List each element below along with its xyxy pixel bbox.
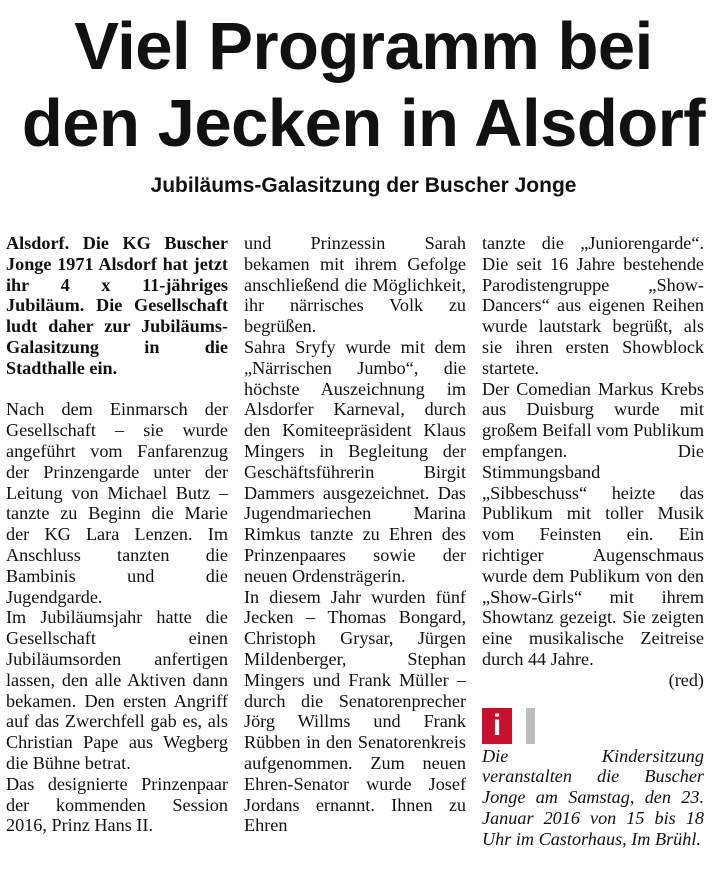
info-box-header [482,708,704,746]
article-column-1 [6,233,228,836]
headline [0,8,727,162]
info-box-text: Die Kindersitzung veranstalten die Buscher Jonge am Samstag, den 23. Januar 2016 von 15 bis 18 Uhr im Castorhaus, Im Brühl. [482,745,704,849]
article-column-3 [482,233,704,850]
paragraph-3-start: Das designierte Prinzenpaar der kommenden Session 2016, Prinz Hans II. [6,773,228,836]
paragraph-1: Nach dem Einmarsch der Gesellschaft – sie wurde angeführt vom Fanfarenzug der Prinzengarde unter der Leitung von Michael Butz – tanzte zu Beginn die Marie der KG Lara Lenzen. Im Anschluss tanzten die Bambinis und die Jugendgarde. [6,399,228,607]
paragraph-4: Sahra Sryfy wurde mit dem „Närrischen Jumbo“, die höchste Auszeichnung im Alsdorfer Karneval, durch den Komiteepräsident Klaus Mingers in Begleitung der Geschäftsführerin Birgit Dammers ausgezeichnet. Das Jugendmariechen Marina Rimkus tanzte zu Ehren des Prinzenpaares sowie der neuen Ordensträgerin. [244,336,466,586]
subheadline: Jubiläums-Galasitzung der Buscher Jonge [150,174,577,197]
paragraph-6: Der Comedian Markus Krebs aus Duisburg wurde mit großem Beifall vom Publikum empfangen. Die Stimmungsband „Sibbeschuss“ heizte das Publikum mit toller Musik vom Feinsten ein. Ein richtiger Augenschmaus wurde dem Publikum von den „Show-Girls“ mit ihrem Showtanz gezeigt. Sie zeigten eine musikalische Zeitreise durch 44 Jahre. [482,378,704,669]
info-icon: i [482,708,512,744]
paragraph-5-end: tanzte die „Juniorengarde“. Die seit 16 Jahre bestehende Parodistengruppe „Show-Dancers“ aus eigenen Reihen wurde lautstark begrüßt, als sie ihren ersten Showblock startete. [482,233,704,378]
headline-line-1: Viel Programm bei [74,9,653,84]
info-divider-bar [526,708,535,744]
paragraph-gap [6,379,228,400]
paragraph-2: Im Jubiläumsjahr hatte die Gesellschaft einen Jubiläumsorden anfertigen lassen, den alle Aktiven dann bekamen. Den ersten Angriff auf das Zwerchfell gab es, als Christian Pape aus Wegberg die Bühne betrat. [6,607,228,773]
lead-paragraph: Alsdorf. Die KG Buscher Jonge 1971 Alsdorf hat jetzt ihr 4 x 11-jähriges Jubiläum. Die Gesellschaft ludt daher zur Jubiläums-Galasitzung in die Stadthalle ein. [6,233,228,378]
headline-line-2: den Jecken in Alsdorf [21,86,706,161]
paragraph-3-end: und Prinzessin Sarah bekamen mit ihrem Gefolge anschließend die Möglichkeit, ihr närrisches Volk zu begrüßen. [244,233,466,337]
paragraph-5-start: In diesem Jahr wurden fünf Jecken – Thomas Bongard, Christoph Grysar, Jürgen Mildenberger, Stephan Mingers und Frank Müller – durch die Senatorenprecher Jörg Willms und Frank Rübben in den Senatorenkreis aufgenommen. Zum neuen Ehren-Senator wurde Josef Jordans ernannt. Ihnen zu Ehren [244,586,466,836]
article-column-2 [244,233,466,836]
author-signature: (red) [668,669,704,690]
